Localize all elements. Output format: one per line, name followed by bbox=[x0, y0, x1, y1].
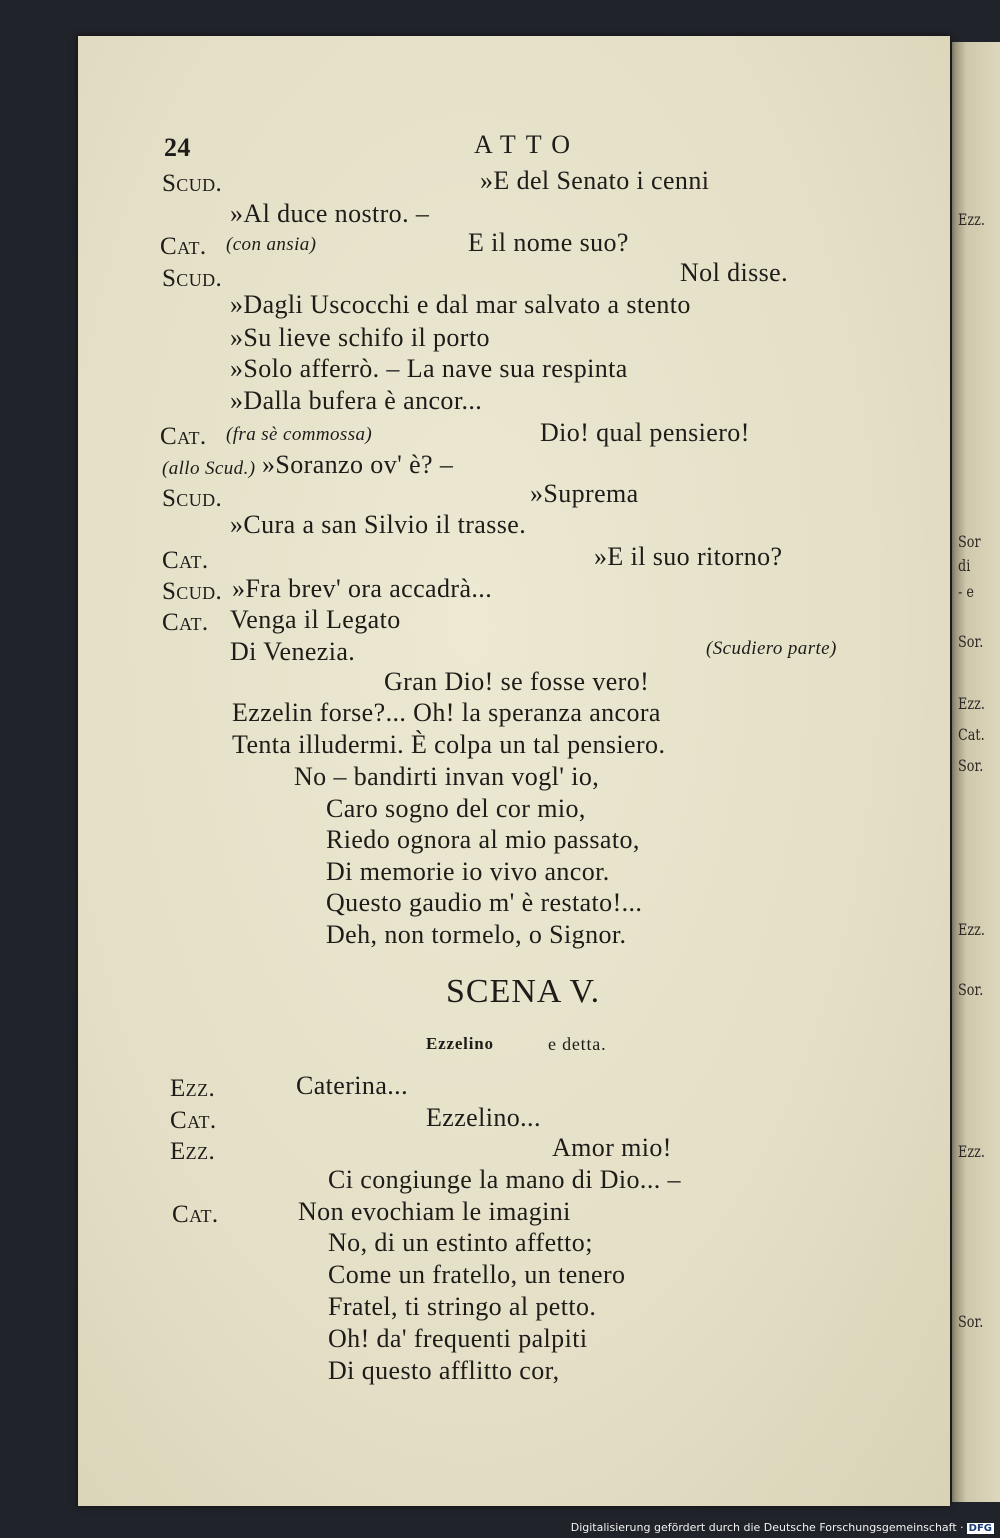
speaker-label: Cat. bbox=[170, 1107, 217, 1134]
edge-text: Ezz. bbox=[958, 694, 985, 713]
edge-text: - e bbox=[958, 582, 974, 601]
edge-text: Ezz. bbox=[958, 920, 985, 939]
digitization-footer bbox=[571, 1521, 994, 1534]
verse-line: Gran Dio! se fosse vero! bbox=[384, 667, 650, 696]
edge-text: Sor. bbox=[958, 632, 984, 651]
verse-line: »Al duce nostro. – bbox=[230, 199, 430, 228]
verse-line: Questo gaudio m' è restato!... bbox=[326, 888, 643, 917]
verse-line: »Soranzo ov' è? – bbox=[262, 450, 454, 479]
verse-line: Ci congiunge la mano di Dio... – bbox=[328, 1165, 681, 1194]
verse-line: Caterina... bbox=[296, 1071, 408, 1100]
verse-line: »Dalla bufera è ancor... bbox=[230, 386, 483, 415]
verse-line: Di memorie io vivo ancor. bbox=[326, 857, 610, 886]
verse-line: Ezzelin forse?... Oh! la speranza ancora bbox=[232, 698, 661, 727]
verse-line: Venga il Legato bbox=[230, 605, 401, 634]
verse-line: »Cura a san Silvio il trasse. bbox=[230, 510, 527, 539]
verse-line: No, di un estinto affetto; bbox=[328, 1228, 593, 1257]
stage-direction: (allo Scud.) bbox=[162, 458, 256, 479]
footer-text: Digitalisierung gefördert durch die Deutsche Forschungsgemeinschaft · bbox=[570, 1521, 964, 1534]
verse-line: No – bandirti invan vogl' io, bbox=[294, 762, 600, 791]
dfg-logo: DFG bbox=[968, 1523, 992, 1534]
stage-direction: (con ansia) bbox=[226, 234, 317, 255]
verse-line: Fratel, ti stringo al petto. bbox=[328, 1292, 597, 1321]
speaker-label: Cat. bbox=[172, 1201, 219, 1228]
scene-characters-name: Ezzelino bbox=[426, 1034, 494, 1053]
verse-line: Non evochiam le imagini bbox=[298, 1197, 571, 1226]
verse-line: »Fra brev' ora accadrà... bbox=[232, 574, 493, 603]
edge-text: Ezz. bbox=[958, 1142, 985, 1161]
speaker-label: Ezz. bbox=[170, 1138, 216, 1165]
edge-text: Sor. bbox=[958, 980, 984, 999]
speaker-label: Scud. bbox=[162, 485, 223, 512]
verse-line: Amor mio! bbox=[552, 1133, 672, 1162]
page-number: 24 bbox=[164, 133, 191, 162]
book-page bbox=[78, 36, 950, 1506]
verse-line: Di Venezia. bbox=[230, 637, 356, 666]
speaker-label: Scud. bbox=[162, 265, 223, 292]
speaker-label: Cat. bbox=[162, 609, 209, 636]
running-title: ATTO bbox=[474, 130, 580, 159]
verse-line: »Solo afferrò. – La nave sua respinta bbox=[230, 354, 628, 383]
edge-text: Sor. bbox=[958, 756, 984, 775]
verse-line: Tenta illudermi. È colpa un tal pensiero. bbox=[232, 730, 666, 759]
verse-line: Deh, non tormelo, o Signor. bbox=[326, 920, 627, 949]
verse-line: Caro sogno del cor mio, bbox=[326, 794, 586, 823]
verse-line: Come un fratello, un tenero bbox=[328, 1260, 626, 1289]
scene-heading: SCENA V. bbox=[446, 973, 601, 1010]
stage-direction: (Scudiero parte) bbox=[706, 638, 837, 659]
edge-text: Sor bbox=[958, 532, 981, 551]
edge-text: Cat. bbox=[958, 725, 985, 744]
scene-characters-rest: e detta. bbox=[548, 1034, 607, 1054]
speaker-label: Scud. bbox=[162, 170, 223, 197]
edge-text: Sor. bbox=[958, 1312, 984, 1331]
speaker-label: Scud. bbox=[162, 578, 223, 605]
verse-line: »Dagli Uscocchi e dal mar salvato a stento bbox=[230, 290, 691, 319]
verse-line: »E il suo ritorno? bbox=[594, 542, 783, 571]
speaker-label: Ezz. bbox=[170, 1075, 216, 1102]
verse-line: »E del Senato i cenni bbox=[480, 166, 710, 195]
verse-line: Oh! da' frequenti palpiti bbox=[328, 1324, 588, 1353]
edge-text: Ezz. bbox=[958, 210, 985, 229]
verse-line: Dio! qual pensiero! bbox=[540, 418, 750, 447]
verse-line: Riedo ognora al mio passato, bbox=[326, 825, 640, 854]
verse-line: Di questo afflitto cor, bbox=[328, 1356, 560, 1385]
verse-line: »Suprema bbox=[530, 479, 639, 508]
stage-direction: (fra sè commossa) bbox=[226, 424, 373, 445]
verse-line: Ezzelino... bbox=[426, 1103, 541, 1132]
speaker-label: Cat. bbox=[162, 547, 209, 574]
verse-line: Nol disse. bbox=[680, 258, 788, 287]
verse-line: »Su lieve schifo il porto bbox=[230, 323, 490, 352]
verse-line: E il nome suo? bbox=[468, 228, 629, 257]
speaker-label: Cat. bbox=[160, 233, 207, 260]
next-page-edge bbox=[952, 42, 1000, 1502]
speaker-label: Cat. bbox=[160, 423, 207, 450]
edge-text: di bbox=[958, 556, 971, 575]
